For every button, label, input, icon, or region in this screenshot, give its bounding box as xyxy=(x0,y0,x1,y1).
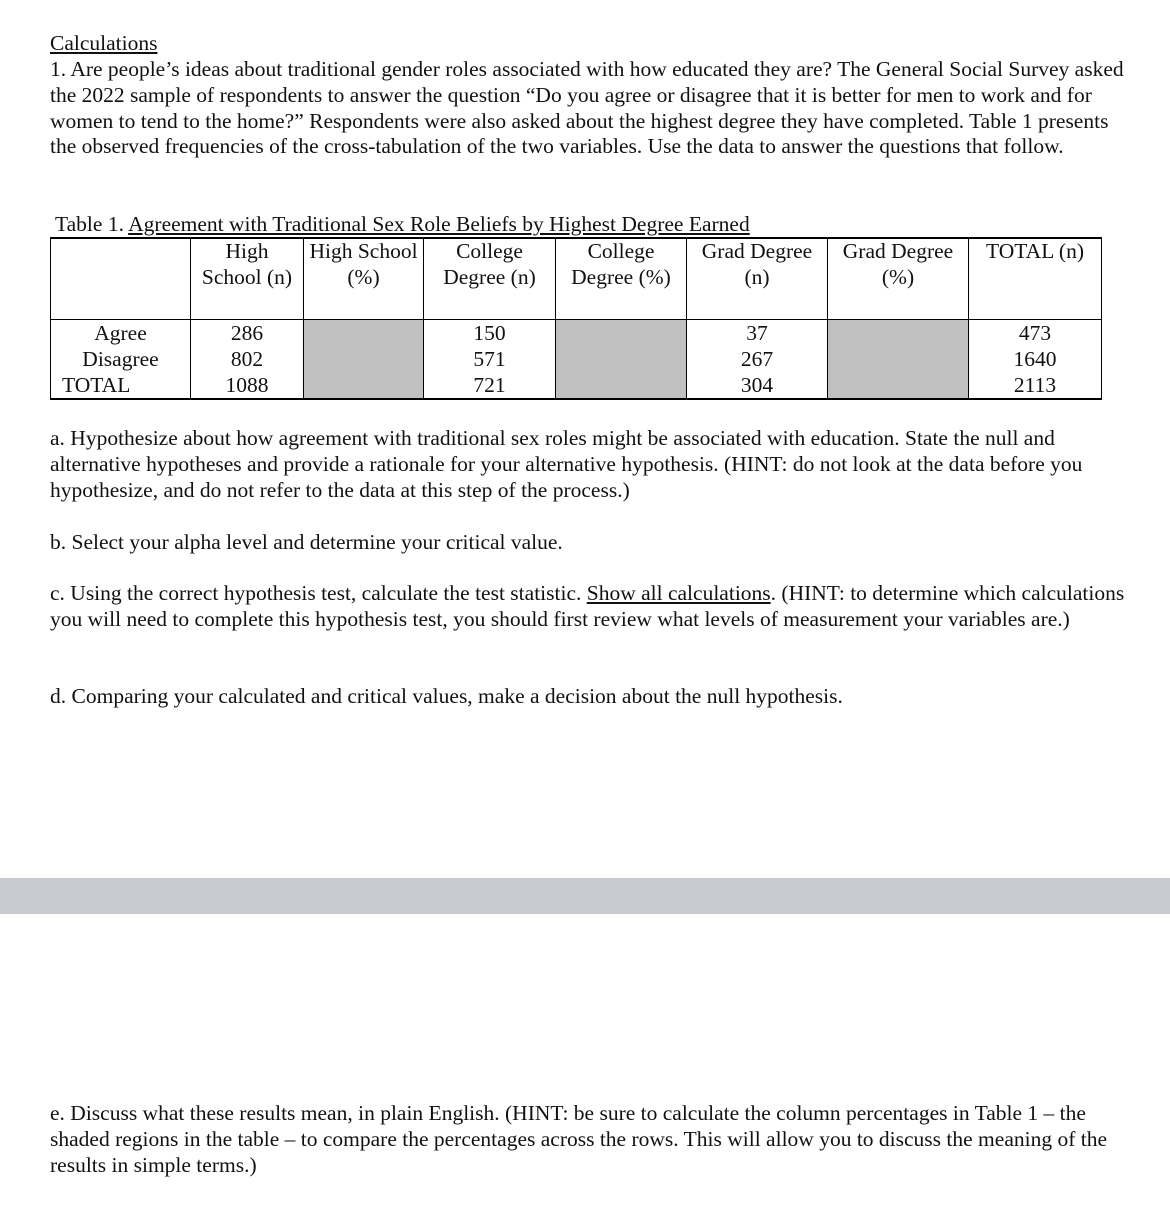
cell-college-n: 571 xyxy=(424,346,556,372)
cell-hs-n: 286 xyxy=(191,320,304,347)
question-1-prompt: 1. Are people’s ideas about traditional gender roles associated with how educated they are? The General Social Survey asked the 2022 sample of respondents to answer the question “Do you agree or disagree that it is better for men to work and for women to tend to the home?” Respondents were also asked about the highest degree they have completed. Table 1 presents the observed frequencies of the cross-tabulation of the two variables. Use the data to answer the questions that follow. xyxy=(50,57,1124,159)
cell-hs-n: 1088 xyxy=(191,372,304,399)
question-d: d. Comparing your calculated and critical values, make a decision about the null hypothesis. xyxy=(50,684,843,708)
header-total-n: TOTAL (n) xyxy=(969,238,1102,320)
table-caption xyxy=(55,211,750,237)
header-high-school-pct: High School (%) xyxy=(304,238,424,320)
frequency-table xyxy=(50,237,1102,400)
row-label: TOTAL xyxy=(51,372,191,399)
cell-grad-n: 37 xyxy=(687,320,828,347)
cell-total: 1640 xyxy=(969,346,1102,372)
question-c xyxy=(50,580,1135,632)
header-grad-n: Grad Degree (n) xyxy=(687,238,828,320)
cell-grad-n: 267 xyxy=(687,346,828,372)
cell-college-n: 721 xyxy=(424,372,556,399)
row-label: Agree xyxy=(51,320,191,347)
table-row-agree xyxy=(51,320,1102,347)
question-b: b. Select your alpha level and determine your critical value. xyxy=(50,530,563,554)
row-label: Disagree xyxy=(51,346,191,372)
header-college-pct: College Degree (%) xyxy=(556,238,687,320)
show-calculations-link[interactable]: Show all calculations xyxy=(586,581,771,605)
cell-total: 473 xyxy=(969,320,1102,347)
table-row-disagree xyxy=(51,346,1102,372)
table-row-total xyxy=(51,372,1102,399)
header-college-n: College Degree (n) xyxy=(424,238,556,320)
cell-grad-n: 304 xyxy=(687,372,828,399)
question-c-lead: c. Using the correct hypothesis test, calculate the test statistic. xyxy=(50,581,587,605)
cell-hs-pct-shaded xyxy=(304,372,424,399)
cell-total: 2113 xyxy=(969,372,1102,399)
header-high-school-n: High School (n) xyxy=(191,238,304,320)
table-header-row xyxy=(51,238,1102,320)
question-a: a. Hypothesize about how agreement with traditional sex roles might be associated with education. State the null and alternative hypotheses and provide a rationale for your alternative hypothesis. (HINT: do not look at the data before you hypothesize, and do not refer to the data at this step of the process.) xyxy=(50,426,1083,502)
cell-college-pct-shaded xyxy=(556,320,687,347)
cell-grad-pct-shaded xyxy=(828,320,969,347)
page-divider-band xyxy=(0,878,1170,914)
cell-college-pct-shaded xyxy=(556,372,687,399)
cell-grad-pct-shaded xyxy=(828,346,969,372)
cell-hs-pct-shaded xyxy=(304,346,424,372)
table-caption-prefix: Table 1. xyxy=(55,212,129,236)
cell-hs-pct-shaded xyxy=(304,320,424,347)
header-empty xyxy=(51,238,191,320)
section-heading: Calculations xyxy=(50,31,158,55)
question-e: e. Discuss what these results mean, in plain English. (HINT: be sure to calculate the column percentages in Table 1 – the shaded regions in the table – to compare the percentages across the rows. This will allow you to discuss the meaning of the results in simple terms.) xyxy=(50,1101,1108,1177)
table-caption-title: Agreement with Traditional Sex Role Beliefs by Highest Degree Earned xyxy=(128,212,750,236)
cell-college-pct-shaded xyxy=(556,346,687,372)
header-grad-pct: Grad Degree (%) xyxy=(828,238,969,320)
question-c-tail: . (HINT: to determine which calculations you will need to complete this hypothesis test, you should first review what levels of measurement your variables are.) xyxy=(50,581,1125,631)
cell-grad-pct-shaded xyxy=(828,372,969,399)
cell-college-n: 150 xyxy=(424,320,556,347)
cell-hs-n: 802 xyxy=(191,346,304,372)
